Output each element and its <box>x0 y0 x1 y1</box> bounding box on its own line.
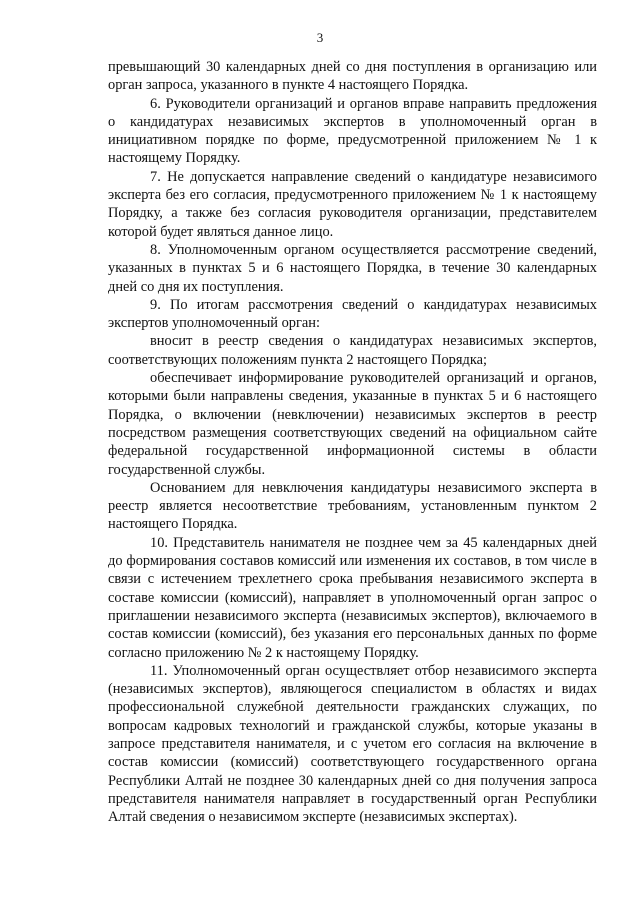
paragraph-item-9: 9. По итогам рассмотрения сведений о кандидатурах независимых экспертов уполномоченный орган: <box>108 296 597 332</box>
paragraph-item-10: 10. Представитель нанимателя не позднее чем за 45 календарных дней до формирования составов комиссий или изменения их составов, в том числе в связи с истечением трехлетнего срока пребывания независимого эксперта в составе комиссии (комиссий), направляет в уполномоченный орган запрос о приглашении независимого эксперта (независимых экспертов), включаемого в состав комиссии (комиссий), без указания его персональных данных по форме согласно приложению № 2 к настоящему Порядку. <box>108 534 597 661</box>
paragraph-item-6: 6. Руководители организаций и органов вправе направить предложения о кандидатурах независимых экспертов в уполномоченный орган в инициативном порядке по форме, предусмотренной приложением № 1 к настоящему Порядку. <box>108 95 597 167</box>
page-number: 3 <box>316 30 324 45</box>
paragraph-continuation: превышающий 30 календарных дней со дня поступления в организацию или орган запроса, указанного в пункте 4 настоящего Порядка. <box>108 59 597 94</box>
paragraph-item-11: 11. Уполномоченный орган осуществляет отбор независимого эксперта (независимых экспертов), являющегося специалистом в областях и видах профессиональной служебной деятельности гражданских служащих, по вопросам кадровых технологий и гражданской службы, которые указаны в запросе представителя нанимателя, и с учетом его согласия на включение в состав комиссии (комиссий) соответствующего государственного органа Республики Алтай не позднее 30 календарных дней со дня получения запроса представителя нанимателя направляет в государственный орган Республики Алтай сведения о независимом эксперте (независимых экспертах). <box>108 662 597 826</box>
paragraph-item-8: 8. Уполномоченным органом осуществляется рассмотрение сведений, указанных в пунктах 5 и 6 настоящего Порядка, в течение 30 календарных дней со дня их поступления. <box>108 241 597 295</box>
document-body <box>108 58 597 826</box>
paragraph-item-9-sub-2: обеспечивает информирование руководителей организаций и органов, которыми были направлены сведения, указанные в пунктах 5 и 6 настоящего Порядка, о включении (невключении) независимых экспертов в реестр посредством размещения соответствующих сведений на официальном сайте федеральной государственной информационной системы в области государственной службы. <box>108 370 597 478</box>
paragraph-item-7: 7. Не допускается направление сведений о кандидатуре независимого эксперта без его согласия, предусмотренного приложением № 1 к настоящему Порядку, а также без согласия руководителя организации, представителем которой будет являться данное лицо. <box>108 168 597 240</box>
paragraph-item-9-basis: Основанием для невключения кандидатуры независимого эксперта в реестр является несоответствие требованиям, установленным пунктом 2 настоящего Порядка. <box>108 479 597 533</box>
paragraph-item-9-sub-1: вносит в реестр сведения о кандидатурах независимых экспертов, соответствующих положениям пункта 2 настоящего Порядка; <box>108 333 597 368</box>
